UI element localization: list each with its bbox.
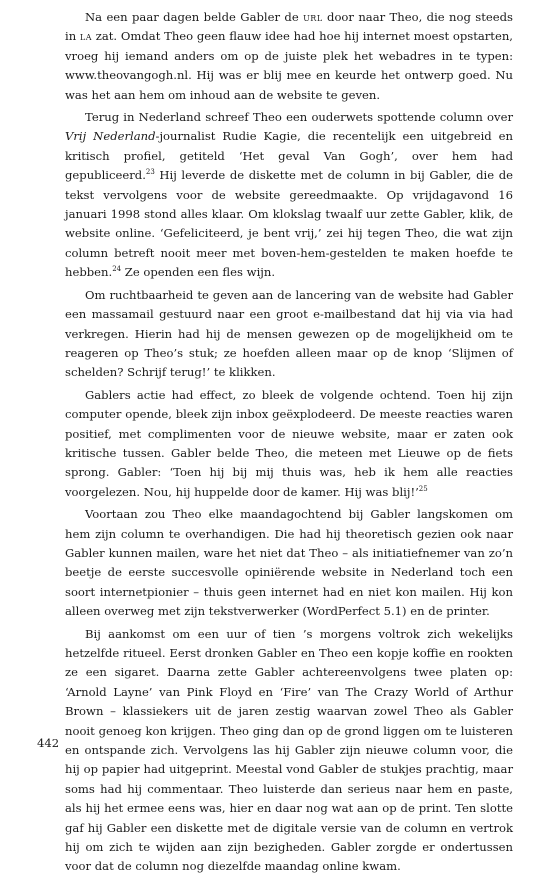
- text-segment: Ze openden een fles wijn.: [121, 265, 276, 280]
- text-segment: zat. Omdat Theo geen flauw idee had hoe hij internet moest opstarten, vroeg hij iemand anders om op de juiste plek het webadres in te typen: www.theovangogh.nl. Hij was er blij mee en keurde het ontwerp goed. Nu was het aan hem om inhoud aan de website te geven.: [65, 29, 513, 102]
- footnote-ref: 24: [112, 265, 122, 274]
- paragraph: [65, 108, 513, 283]
- text-segment: Voortaan zou Theo elke maandagochtend bij Gabler langskomen om hem zijn column te overhandigen. Die had hij theoretisch gezien ook naar Gabler kunnen mailen, ware het niet dat Theo – als initiatiefnemer van zo’n beetje de eerste succesvolle opiniërende website in Nederland toch een soort internetpionier – thuis geen internet had en niet kon mailen. Hij kon alleen overweg met zijn tekstverwerker (WordPerfect 5.1) en de printer.: [65, 507, 513, 619]
- footnote-ref: 25: [418, 484, 428, 493]
- text-segment: la: [79, 29, 93, 44]
- paragraph: [65, 286, 513, 383]
- body-text: [65, 8, 513, 877]
- paragraph: [65, 505, 513, 621]
- text-segment: Terug in Nederland schreef Theo een ouderwets spottende column over: [85, 110, 513, 125]
- text-segment: Hij leverde de diskette met de column in bij Gabler, die de tekst vervolgens voor de website gereedmaakte. Op vrijdagavond 16 januari 1998 stond alles klaar. Om klokslag twaalf uur zette Gabler, klik, de website online. ‘Gefeliciteerd, je bent vrij,’ zei hij tegen Theo, die wat zijn column betreft nooit meer met boven-hem-gestelden te maken hoefde te hebben.: [65, 168, 513, 280]
- page-number: 442: [37, 736, 60, 750]
- paragraph: [65, 8, 513, 105]
- text-segment: Gablers actie had effect, zo bleek de volgende ochtend. Toen hij zijn computer opende, bleek zijn inbox geëxplodeerd. De meeste reacties waren positief, met complimenten voor de nieuwe website, maar er zaten ook kritische tussen. Gabler belde Theo, die meteen met Lieuwe op de fiets sprong. Gabler: ‘Toen hij bij mij thuis was, heb ik hem alle reacties voorgelezen. Nou, hij huppelde door de kamer. Hij was blij!’: [65, 387, 513, 499]
- footnote-ref: 23: [145, 168, 155, 177]
- text-segment: url: [303, 10, 323, 24]
- text-segment: Vrij Nederland: [65, 129, 156, 144]
- paragraph: [65, 386, 513, 502]
- text-segment: -journalist Rudie Kagie, die recentelijk een uitgebreid en kritisch profiel, getiteld ‘Het geval Van Gogh’, over hem had gepubliceerd.: [65, 129, 513, 183]
- paragraph: [65, 625, 513, 877]
- text-segment: door naar Theo, die nog steeds in: [65, 10, 513, 44]
- text-segment: Bij aankomst om een uur of tien ’s morgens voltrok zich wekelijks hetzelfde ritueel. Eerst dronken Gabler en Theo een kopje koffie en rookten ze een sigaret. Daarna zette Gabler achtereenvolgens twee platen op: ‘Arnold Layne’ van Pink Floyd en ‘Fire’ van The Crazy World of Arthur Brown – klassiekers uit de jaren zestig waarvan zowel Theo als Gabler nooit genoeg kon krijgen. Theo ging dan op de grond liggen om te luisteren en ontspande zich. Vervolgens las hij Gabler zijn nieuwe column voor, die hij op papier had uitgeprint. Meestal vond Gabler de stukjes prachtig, maar soms had hij commentaar. Theo luisterde dan serieus naar hem en paste, als hij het ermee eens was, hier en daar nog wat aan op de print. Ten slotte gaf hij Gabler een diskette met de digitale versie van de column en vertrok hij om zich te wijden aan zijn bezigheden. Gabler zorgde er ondertussen voor dat de column nog diezelfde maandag online kwam.: [65, 626, 513, 874]
- text-segment: Om ruchtbaarheid te geven aan de lancering van de website had Gabler een massamail gestuurd naar een groot e-mailbestand dat hij via via had verkregen. Hierin had hij de mensen gewezen op de mogelijkheid om te reageren op Theo’s stuk; ze hoefden alleen maar op de knop ‘Slijmen of schelden? Schrijf terug!’ te klikken.: [65, 287, 513, 380]
- text-segment: Na een paar dagen belde Gabler de: [85, 10, 304, 24]
